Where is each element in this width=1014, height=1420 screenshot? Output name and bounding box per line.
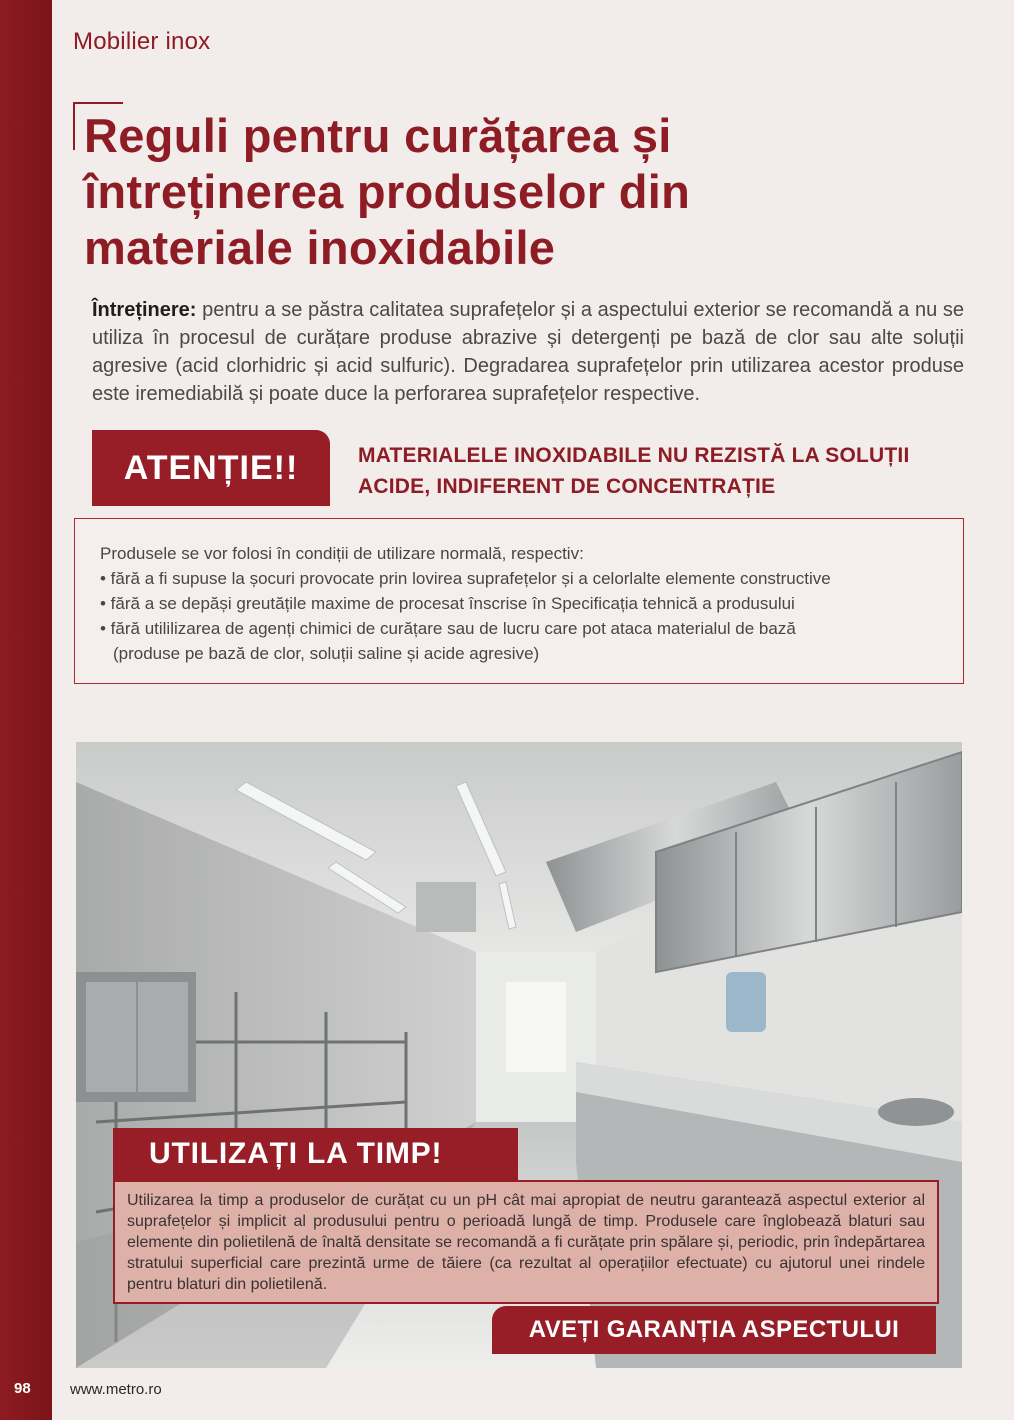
- attention-message-line-1: MATERIALELE INOXIDABILE NU REZISTĂ LA SOLUȚII: [358, 444, 910, 467]
- attention-badge: [92, 430, 330, 506]
- website-link[interactable]: www.metro.ro: [70, 1381, 162, 1398]
- use-in-time-heading: UTILIZAȚI LA TIMP!: [149, 1137, 443, 1170]
- usage-conditions-box: [74, 518, 964, 684]
- use-in-time-text: Utilizarea la timp a produselor de curățat cu un pH cât mai apropiat de neutru garantează aspectul exterior al suprafețelor și implicit al produsului pentru o perioadă lungă de timp. Produsele care înglobează blaturi sau elemente din polietilenă de înaltă densitate se recomandă a fi curățate prin spălare și, periodic, prin îndepărtarea stratului superficial care prezintă urme de tăiere (ca rezultat al operațiilor efectuate) cu ajutorul unei rindele pentru blaturi din polietilenă.: [127, 1192, 925, 1293]
- maintenance-text: pentru a se păstra calitatea suprafețelor și a aspectului exterior se recomandă a nu se utiliza în procesul de curățare produse abrazive și detergenți pe bază de clor sau alte soluții agresive (acid clorhidric și acid sulfuric). Degradarea suprafețelor prin utilizarea acestor produse este iremediabilă și poate duce la perforarea suprafețelor respective.: [92, 299, 964, 405]
- attention-label: ATENȚIE!!: [123, 448, 299, 487]
- maintenance-lead: Întreținere:: [92, 299, 197, 321]
- use-in-time-heading-tag: [113, 1128, 518, 1180]
- page-title: [84, 108, 944, 276]
- attention-message: [358, 440, 958, 502]
- attention-message-line-2: ACIDE, INDIFERENT DE CONCENTRAȚIE: [358, 475, 776, 498]
- usage-bullet-3-continuation: (produse pe bază de clor, soluții saline și acide agresive): [113, 644, 540, 663]
- usage-intro: Produsele se vor folosi în condiții de utilizare normală, respectiv:: [100, 544, 584, 563]
- page-number: 98: [14, 1380, 31, 1397]
- side-color-band: [0, 0, 52, 1420]
- section-label: Mobilier inox: [73, 28, 211, 55]
- use-in-time-box: [113, 1180, 939, 1304]
- usage-bullet-1: • fără a fi supuse la șocuri provocate prin lovirea suprafețelor și a celorlalte elemente constructive: [100, 569, 831, 588]
- guarantee-label: AVEȚI GARANȚIA ASPECTULUI: [528, 1316, 900, 1343]
- guarantee-tag: [492, 1306, 936, 1354]
- maintenance-paragraph: [92, 296, 964, 408]
- usage-bullet-2: • fără a se depăși greutățile maxime de procesat înscrise în Specificația tehnică a produsului: [100, 594, 795, 613]
- usage-bullet-3: • fără utililizarea de agenți chimici de curățare sau de lucru care pot ataca materialul de bază: [100, 619, 796, 638]
- title-line-1: Reguli pentru curățarea și: [84, 109, 672, 162]
- title-line-3: materiale inoxidabile: [84, 221, 556, 274]
- title-line-2: întreținerea produselor din: [84, 165, 691, 218]
